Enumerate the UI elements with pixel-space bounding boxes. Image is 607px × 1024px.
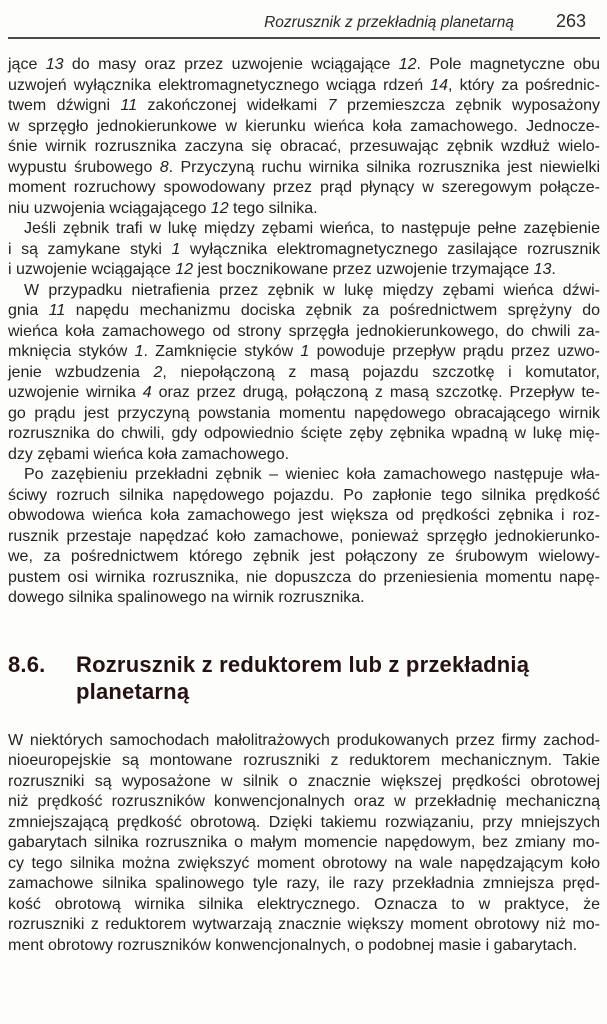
text-line: wieńca koła zamachowego od strony sprzęgła jednokierunkowego, do chwili za- (8, 322, 600, 340)
reference-number: 2 (153, 363, 163, 381)
reference-number: 11 (48, 302, 66, 319)
text-line: cy tego silnika można zwiększyć moment obrotowy na wale napędzającym koło (8, 854, 600, 872)
text-line: dowego silnika spalinowego na wirnik rozrusznika. (8, 589, 365, 606)
reference-number: 7 (327, 97, 337, 114)
reference-number: 14 (430, 76, 449, 94)
section-number: 8.6. (8, 651, 46, 677)
text-line: W przypadku nietrafienia przez zębnik w lukę między zębami wieńca dźwi- (24, 281, 600, 299)
text-line: jenie wzbudzenia 2, niepołączoną z masą pojazdu szczotkę i komutator, (8, 363, 600, 381)
text-line: rozrusznika do chwili, gdy odpowiednio ścięte zęby zębnika wpadną w lukę mię- (8, 425, 600, 442)
text-line: pustem osi wirnika rozrusznika, nie dopuszcza do przeniesienia momentu napę- (8, 568, 600, 586)
text-line: w sprzęgło jednokierunkowe w kierunku wieńca koła zamachowego. Jednocze- (8, 117, 600, 135)
page-body (8, 55, 600, 956)
text-line: go prądu jest przyczyną powstania momentu napędowego obracającego wirnik (8, 404, 600, 422)
text-line: W niektórych samochodach małolitrażowych produkowanych przez firmy zachod- (8, 731, 600, 749)
text-line: Po zazębieniu przekładni zębnik – wieniec koła zamachowego następuje wła- (24, 466, 600, 483)
reference-number: 11 (120, 97, 138, 114)
text-line: gabarytach silnika rozrusznika o małym momencie napędowym, bez zmiany mo- (8, 834, 600, 851)
page-header (8, 0, 600, 39)
reference-number: 12 (210, 199, 229, 217)
reference-number: 12 (398, 56, 417, 73)
text-line: uzwojenie wirnika 4 oraz przez drugą, połączoną z masą szczotkę. Przepływ te- (8, 384, 600, 401)
text-line: dzy zębami wieńca koła zamachowego. (8, 445, 290, 463)
text-line: jące 13 do masy oraz przez uzwojenie wciągające 12. Pole magnetyczne obu (8, 56, 601, 73)
text-line: rozruszniki są wyposażone w silnik o znacznie większej prędkości obrotowej (8, 772, 600, 790)
reference-number: 8 (159, 158, 169, 176)
text-line: śnie wirnik rozrusznika zaczyna się obracać, przesuwając zębnik wzdłuż wielo- (8, 138, 600, 155)
reference-number: 12 (175, 261, 193, 278)
reference-number: 1 (300, 343, 310, 360)
text-line: i są zamykane styki 1 wyłącznika elektromagnetycznego zasilające rozrusznik (8, 240, 600, 258)
text-line: zamachowe silnika spalinowego tyle razy, ile razy przekładnia zmniejsza pręd- (8, 875, 600, 892)
reference-number: 1 (171, 240, 181, 258)
text-line: i uzwojenie wciągające 12 jest bocznikowane przez uzwojenie trzymające 13. (8, 261, 556, 278)
reference-number: 1 (134, 343, 144, 360)
text-line: gnia 11 napędu mechanizmu dociska zębnik za pośrednictwem sprężyny do (8, 302, 600, 319)
text-line: wypustu śrubowego 8. Przyczyną ruchu wirnika silnika rozrusznika jest niewielki (8, 158, 600, 176)
text-line: mknięcia styków 1. Zamknięcie styków 1 powoduje przepływ prądu przez uzwo- (8, 343, 601, 360)
text-line: we, za pośrednictwem którego zębnik jest połączony ze śrubowym wielowy- (8, 548, 600, 565)
reference-number: 13 (533, 261, 552, 278)
paragraph (8, 219, 600, 281)
reference-number: 13 (45, 56, 64, 73)
text-line: zmniejszającą prędkość obrotową. Dzięki takiemu rozwiązaniu, przy mniejszych (8, 813, 600, 831)
section-heading (8, 651, 600, 705)
paragraph (8, 465, 600, 609)
text-line: nioeuropejskie są montowane rozruszniki z reduktorem mechanicznym. Takie (8, 752, 600, 769)
text-line: Jeśli zębnik trafi w lukę między zębami wieńca, to następuje pełne zazębienie (24, 220, 600, 237)
running-title: Rozrusznik z przekładnią planetarną (264, 14, 514, 31)
section-title-line: planetarną (76, 678, 190, 704)
text-line: rozruszniki z reduktorem wytwarzają znacznie większy moment obrotowy niż mo- (8, 916, 600, 933)
text-line: kość obrotową wirnika silnika elektrycznego. Oznacza to w praktyce, że (8, 895, 600, 913)
text-line: ment obrotowy rozruszników konwencjonalnych, o podobnej masie i gabarytach. (8, 936, 578, 954)
paragraph (8, 55, 600, 219)
page-number: 263 (555, 11, 586, 31)
section-title-line: Rozrusznik z reduktorem lub z przekładnią (76, 651, 530, 677)
reference-number: 4 (142, 384, 152, 401)
section-title (76, 651, 600, 705)
paragraph (8, 731, 600, 957)
text-line: ściwy rozruch silnika napędowego pojazdu. Po zapłonie tego silnika prędkość (8, 486, 600, 504)
text-line: moment rozruchowy spowodowany przez prąd płynący w szeregowym połącze- (8, 179, 600, 196)
paragraph (8, 281, 600, 466)
text-line: niż prędkość rozruszników konwencjonalnych oraz w przekładnię mechaniczną (8, 793, 600, 810)
text-line: twem dźwigni 11 zakończonej widełkami 7 przemieszcza zębnik wyposażony (8, 97, 600, 114)
text-line: uzwojeń wyłącznika elektromagnetycznego wciąga rdzeń 14, który za pośrednic- (8, 76, 600, 94)
text-line: obwodowa wieńca koła zamachowego jest większa od prędkości zębnika i roz- (8, 507, 600, 524)
text-line: rusznik przestaje napędzać koło zamachowe, ponieważ sprzęgło jednokierunko- (8, 527, 600, 545)
text-line: niu uzwojenia wciągającego 12 tego silnika. (8, 199, 318, 217)
